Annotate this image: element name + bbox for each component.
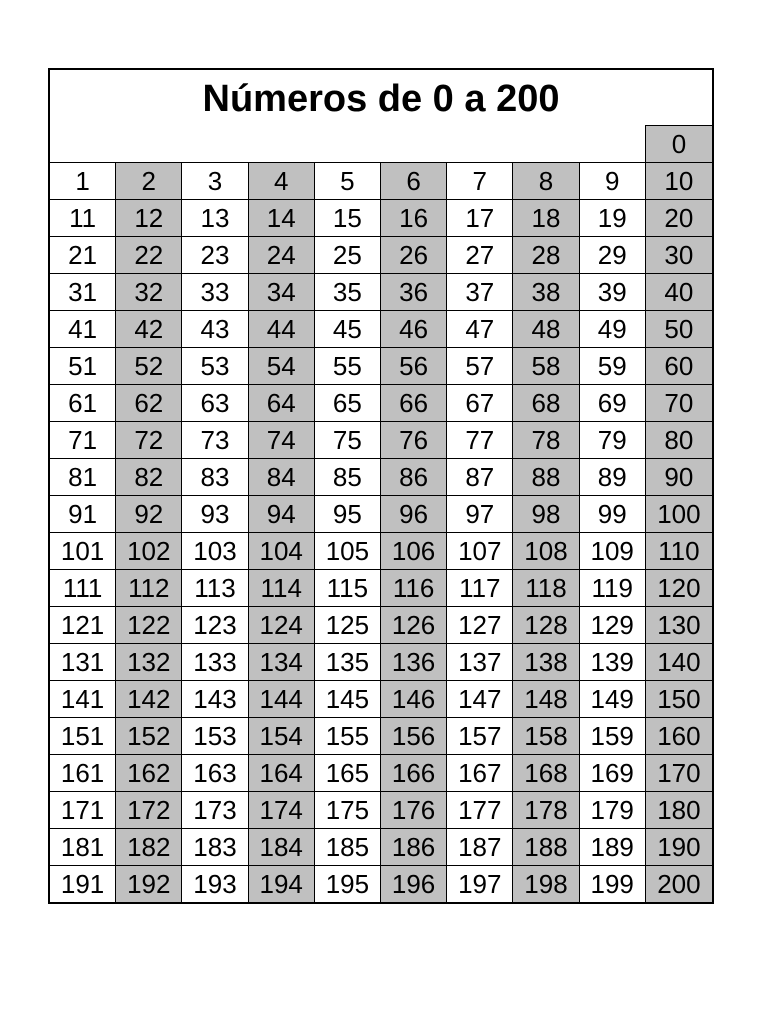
number-cell: 113 — [182, 569, 248, 606]
number-cell: 200 — [646, 865, 712, 902]
number-cell: 198 — [513, 865, 579, 902]
number-cell: 36 — [381, 273, 447, 310]
number-cell: 22 — [116, 236, 182, 273]
number-cell: 109 — [580, 532, 646, 569]
number-cell: 185 — [315, 828, 381, 865]
number-cell: 49 — [580, 310, 646, 347]
number-cell: 52 — [116, 347, 182, 384]
number-cell: 131 — [50, 643, 116, 680]
number-cell: 13 — [182, 199, 248, 236]
number-cell: 29 — [580, 236, 646, 273]
number-cell: 137 — [447, 643, 513, 680]
number-cell: 199 — [580, 865, 646, 902]
number-cell: 69 — [580, 384, 646, 421]
number-cell: 157 — [447, 717, 513, 754]
number-cell: 176 — [381, 791, 447, 828]
number-cell: 1 — [50, 162, 116, 199]
number-cell: 25 — [315, 236, 381, 273]
number-cell: 50 — [646, 310, 712, 347]
number-cell: 161 — [50, 754, 116, 791]
number-cell: 121 — [50, 606, 116, 643]
number-cell: 196 — [381, 865, 447, 902]
number-cell: 56 — [381, 347, 447, 384]
number-cell: 163 — [182, 754, 248, 791]
number-cell: 86 — [381, 458, 447, 495]
number-cell: 44 — [249, 310, 315, 347]
number-cell: 126 — [381, 606, 447, 643]
number-cell: 93 — [182, 495, 248, 532]
number-cell: 46 — [381, 310, 447, 347]
number-cell: 162 — [116, 754, 182, 791]
number-cell: 170 — [646, 754, 712, 791]
number-cell: 47 — [447, 310, 513, 347]
number-cell: 140 — [646, 643, 712, 680]
number-cell: 42 — [116, 310, 182, 347]
number-cell: 102 — [116, 532, 182, 569]
number-cell: 71 — [50, 421, 116, 458]
number-cell: 7 — [447, 162, 513, 199]
number-cell: 135 — [315, 643, 381, 680]
number-cell: 153 — [182, 717, 248, 754]
number-cell: 30 — [646, 236, 712, 273]
number-cell: 100 — [646, 495, 712, 532]
number-cell: 107 — [447, 532, 513, 569]
number-cell: 122 — [116, 606, 182, 643]
number-cell: 177 — [447, 791, 513, 828]
number-cell: 171 — [50, 791, 116, 828]
number-cell: 79 — [580, 421, 646, 458]
number-cell: 78 — [513, 421, 579, 458]
number-cell: 40 — [646, 273, 712, 310]
number-cell: 178 — [513, 791, 579, 828]
number-cell: 101 — [50, 532, 116, 569]
number-cell: 147 — [447, 680, 513, 717]
number-cell: 16 — [381, 199, 447, 236]
number-chart — [48, 68, 714, 904]
number-cell: 191 — [50, 865, 116, 902]
number-cell: 35 — [315, 273, 381, 310]
number-cell: 181 — [50, 828, 116, 865]
number-cell: 12 — [116, 199, 182, 236]
number-cell: 118 — [513, 569, 579, 606]
number-cell: 27 — [447, 236, 513, 273]
number-cell: 136 — [381, 643, 447, 680]
number-cell: 6 — [381, 162, 447, 199]
number-cell: 184 — [249, 828, 315, 865]
number-cell: 70 — [646, 384, 712, 421]
number-cell: 95 — [315, 495, 381, 532]
number-cell: 148 — [513, 680, 579, 717]
number-cell: 85 — [315, 458, 381, 495]
number-cell: 182 — [116, 828, 182, 865]
number-cell: 169 — [580, 754, 646, 791]
number-cell: 125 — [315, 606, 381, 643]
number-cell: 146 — [381, 680, 447, 717]
number-cell: 123 — [182, 606, 248, 643]
number-cell: 155 — [315, 717, 381, 754]
number-cell: 75 — [315, 421, 381, 458]
number-cell: 180 — [646, 791, 712, 828]
number-cell: 59 — [580, 347, 646, 384]
number-cell: 33 — [182, 273, 248, 310]
number-cell: 4 — [249, 162, 315, 199]
number-cell: 164 — [249, 754, 315, 791]
number-cell: 141 — [50, 680, 116, 717]
number-cell: 43 — [182, 310, 248, 347]
zero-cell: 0 — [645, 125, 712, 163]
number-cell: 41 — [50, 310, 116, 347]
number-cell: 189 — [580, 828, 646, 865]
number-cell: 192 — [116, 865, 182, 902]
number-cell: 156 — [381, 717, 447, 754]
number-cell: 82 — [116, 458, 182, 495]
number-cell: 183 — [182, 828, 248, 865]
number-cell: 81 — [50, 458, 116, 495]
number-cell: 186 — [381, 828, 447, 865]
page-title: Números de 0 a 200 — [202, 78, 560, 120]
number-cell: 14 — [249, 199, 315, 236]
number-cell: 9 — [580, 162, 646, 199]
number-cell: 57 — [447, 347, 513, 384]
number-cell: 158 — [513, 717, 579, 754]
number-cell: 58 — [513, 347, 579, 384]
number-cell: 116 — [381, 569, 447, 606]
number-cell: 11 — [50, 199, 116, 236]
number-cell: 194 — [249, 865, 315, 902]
number-cell: 110 — [646, 532, 712, 569]
number-cell: 188 — [513, 828, 579, 865]
number-cell: 18 — [513, 199, 579, 236]
number-cell: 21 — [50, 236, 116, 273]
number-cell: 62 — [116, 384, 182, 421]
number-cell: 15 — [315, 199, 381, 236]
number-cell: 64 — [249, 384, 315, 421]
number-cell: 166 — [381, 754, 447, 791]
number-cell: 106 — [381, 532, 447, 569]
number-cell: 37 — [447, 273, 513, 310]
number-cell: 32 — [116, 273, 182, 310]
number-cell: 88 — [513, 458, 579, 495]
number-cell: 172 — [116, 791, 182, 828]
number-cell: 26 — [381, 236, 447, 273]
number-cell: 142 — [116, 680, 182, 717]
number-cell: 167 — [447, 754, 513, 791]
number-cell: 145 — [315, 680, 381, 717]
number-cell: 134 — [249, 643, 315, 680]
number-cell: 130 — [646, 606, 712, 643]
number-cell: 193 — [182, 865, 248, 902]
number-cell: 124 — [249, 606, 315, 643]
number-cell: 23 — [182, 236, 248, 273]
number-cell: 51 — [50, 347, 116, 384]
number-cell: 174 — [249, 791, 315, 828]
number-cell: 197 — [447, 865, 513, 902]
number-cell: 17 — [447, 199, 513, 236]
number-cell: 150 — [646, 680, 712, 717]
number-cell: 160 — [646, 717, 712, 754]
number-cell: 45 — [315, 310, 381, 347]
number-cell: 120 — [646, 569, 712, 606]
number-cell: 127 — [447, 606, 513, 643]
number-cell: 76 — [381, 421, 447, 458]
number-cell: 54 — [249, 347, 315, 384]
number-cell: 2 — [116, 162, 182, 199]
number-cell: 55 — [315, 347, 381, 384]
number-cell: 138 — [513, 643, 579, 680]
number-cell: 132 — [116, 643, 182, 680]
number-cell: 87 — [447, 458, 513, 495]
number-cell: 94 — [249, 495, 315, 532]
number-cell: 175 — [315, 791, 381, 828]
number-cell: 72 — [116, 421, 182, 458]
number-cell: 68 — [513, 384, 579, 421]
number-cell: 89 — [580, 458, 646, 495]
number-cell: 66 — [381, 384, 447, 421]
number-cell: 92 — [116, 495, 182, 532]
number-cell: 139 — [580, 643, 646, 680]
number-cell: 98 — [513, 495, 579, 532]
number-cell: 154 — [249, 717, 315, 754]
number-cell: 159 — [580, 717, 646, 754]
number-cell: 83 — [182, 458, 248, 495]
number-cell: 190 — [646, 828, 712, 865]
number-cell: 195 — [315, 865, 381, 902]
number-cell: 151 — [50, 717, 116, 754]
number-cell: 90 — [646, 458, 712, 495]
number-cell: 31 — [50, 273, 116, 310]
number-cell: 24 — [249, 236, 315, 273]
number-cell: 152 — [116, 717, 182, 754]
number-grid — [50, 162, 712, 902]
number-cell: 5 — [315, 162, 381, 199]
number-cell: 61 — [50, 384, 116, 421]
number-cell: 65 — [315, 384, 381, 421]
number-cell: 187 — [447, 828, 513, 865]
number-cell: 91 — [50, 495, 116, 532]
number-cell: 80 — [646, 421, 712, 458]
number-cell: 96 — [381, 495, 447, 532]
number-cell: 67 — [447, 384, 513, 421]
number-cell: 104 — [249, 532, 315, 569]
number-cell: 168 — [513, 754, 579, 791]
number-cell: 149 — [580, 680, 646, 717]
number-cell: 165 — [315, 754, 381, 791]
number-cell: 20 — [646, 199, 712, 236]
number-cell: 77 — [447, 421, 513, 458]
number-cell: 103 — [182, 532, 248, 569]
number-cell: 173 — [182, 791, 248, 828]
number-cell: 28 — [513, 236, 579, 273]
number-cell: 179 — [580, 791, 646, 828]
number-cell: 34 — [249, 273, 315, 310]
number-cell: 119 — [580, 569, 646, 606]
number-cell: 3 — [182, 162, 248, 199]
number-cell: 53 — [182, 347, 248, 384]
number-cell: 10 — [646, 162, 712, 199]
number-cell: 114 — [249, 569, 315, 606]
number-cell: 144 — [249, 680, 315, 717]
number-cell: 8 — [513, 162, 579, 199]
number-cell: 108 — [513, 532, 579, 569]
number-cell: 129 — [580, 606, 646, 643]
number-cell: 39 — [580, 273, 646, 310]
number-cell: 74 — [249, 421, 315, 458]
number-cell: 105 — [315, 532, 381, 569]
number-cell: 112 — [116, 569, 182, 606]
number-cell: 97 — [447, 495, 513, 532]
number-cell: 38 — [513, 273, 579, 310]
number-cell: 143 — [182, 680, 248, 717]
number-cell: 48 — [513, 310, 579, 347]
number-cell: 99 — [580, 495, 646, 532]
number-cell: 115 — [315, 569, 381, 606]
number-cell: 63 — [182, 384, 248, 421]
number-cell: 73 — [182, 421, 248, 458]
number-cell: 117 — [447, 569, 513, 606]
number-cell: 111 — [50, 569, 116, 606]
number-cell: 60 — [646, 347, 712, 384]
number-cell: 19 — [580, 199, 646, 236]
number-cell: 128 — [513, 606, 579, 643]
number-cell: 133 — [182, 643, 248, 680]
number-cell: 84 — [249, 458, 315, 495]
